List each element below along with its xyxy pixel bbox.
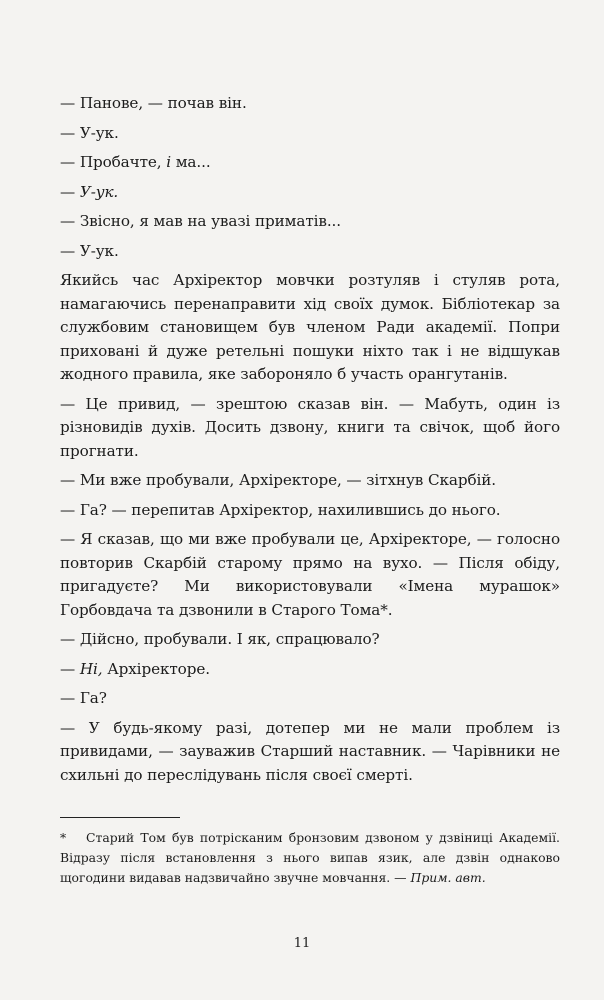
text-run: — Звісно, я мав на увазі приматів... xyxy=(60,212,342,230)
text-run: — Ми вже пробували, Архіректоре, — зітхнув Скарбій. xyxy=(60,471,497,489)
page-number: 11 xyxy=(293,936,311,951)
text-run: — У-ук. xyxy=(60,241,119,260)
text-run: — Панове, — почав він. xyxy=(60,94,247,112)
footnote xyxy=(60,828,560,888)
text-run: — У будь-якому разі, дотепер ми не мали проблем із привидами, — зауважив Старший наставник. — Чарівники не схильні до переслідувань після своєї смерті. xyxy=(60,718,560,784)
text-run: — xyxy=(60,659,80,678)
text-run: — Га? xyxy=(60,689,107,707)
footnote-marker: * xyxy=(60,830,67,845)
italic-text: У-ук. xyxy=(79,182,119,201)
main-text xyxy=(60,92,560,787)
paragraph xyxy=(60,717,560,788)
paragraph xyxy=(60,469,560,493)
italic-text: Прим. авт. xyxy=(410,870,486,885)
paragraph xyxy=(60,181,560,205)
text-run: — Га? — перепитав Архіректор, нахилившись до нього. xyxy=(60,500,501,519)
text-run: — Я сказав, що ми вже пробували це, Архіректоре, — голосно повторив Скарбій старому прямо на вухо. — Після обіду, пригадуєте? Ми використовували «Імена мурашок» Горбовдача та дзвонили в Старого Тома*. xyxy=(60,530,560,619)
text-run: — Це привид, — зрештою сказав він. — Мабуть, один із різновидів духів. Досить дзвону, книги та свічок, щоб його прогнати. xyxy=(60,394,560,460)
paragraph xyxy=(60,499,560,523)
italic-text: і xyxy=(166,153,171,171)
paragraph xyxy=(60,122,560,146)
paragraph xyxy=(60,393,560,464)
paragraph xyxy=(60,240,560,264)
paragraph xyxy=(60,658,560,682)
text-run: — xyxy=(60,182,80,201)
text-run: Старий Том був потрісканим бронзовим дзвоном у дзвіниці Академії. Відразу після встановлення з нього випав язик, але дзвін однаково щогодини видавав надзвичайно звучне мовчання. — xyxy=(60,830,560,885)
paragraph xyxy=(60,92,560,116)
text-run: Архіректоре. xyxy=(102,659,210,678)
footnote-text xyxy=(60,830,560,885)
paragraph xyxy=(60,628,560,652)
paragraph xyxy=(60,687,560,711)
text-run: ма... xyxy=(170,153,211,171)
paragraph xyxy=(60,210,560,234)
text-run: Якийсь час Архіректор мовчки розтуляв і стуляв рота, намагаючись перенаправити хід своїх думок. Бібліотекар за службовим становищем був членом Ради академії. Попри приховані й дуже ретельні пошуки ніхто так і не відшукав жодного правила, яке забороняло б участь орангутанів. xyxy=(60,271,560,383)
italic-text: Ні, xyxy=(79,659,103,678)
text-run: — У-ук. xyxy=(60,123,119,142)
text-run: — Пробачте, xyxy=(60,153,167,171)
paragraph xyxy=(60,151,560,175)
footnote-divider xyxy=(60,817,180,818)
paragraph xyxy=(60,269,560,387)
text-run: — Дійсно, пробували. І як, спрацювало? xyxy=(60,630,380,648)
paragraph xyxy=(60,528,560,622)
